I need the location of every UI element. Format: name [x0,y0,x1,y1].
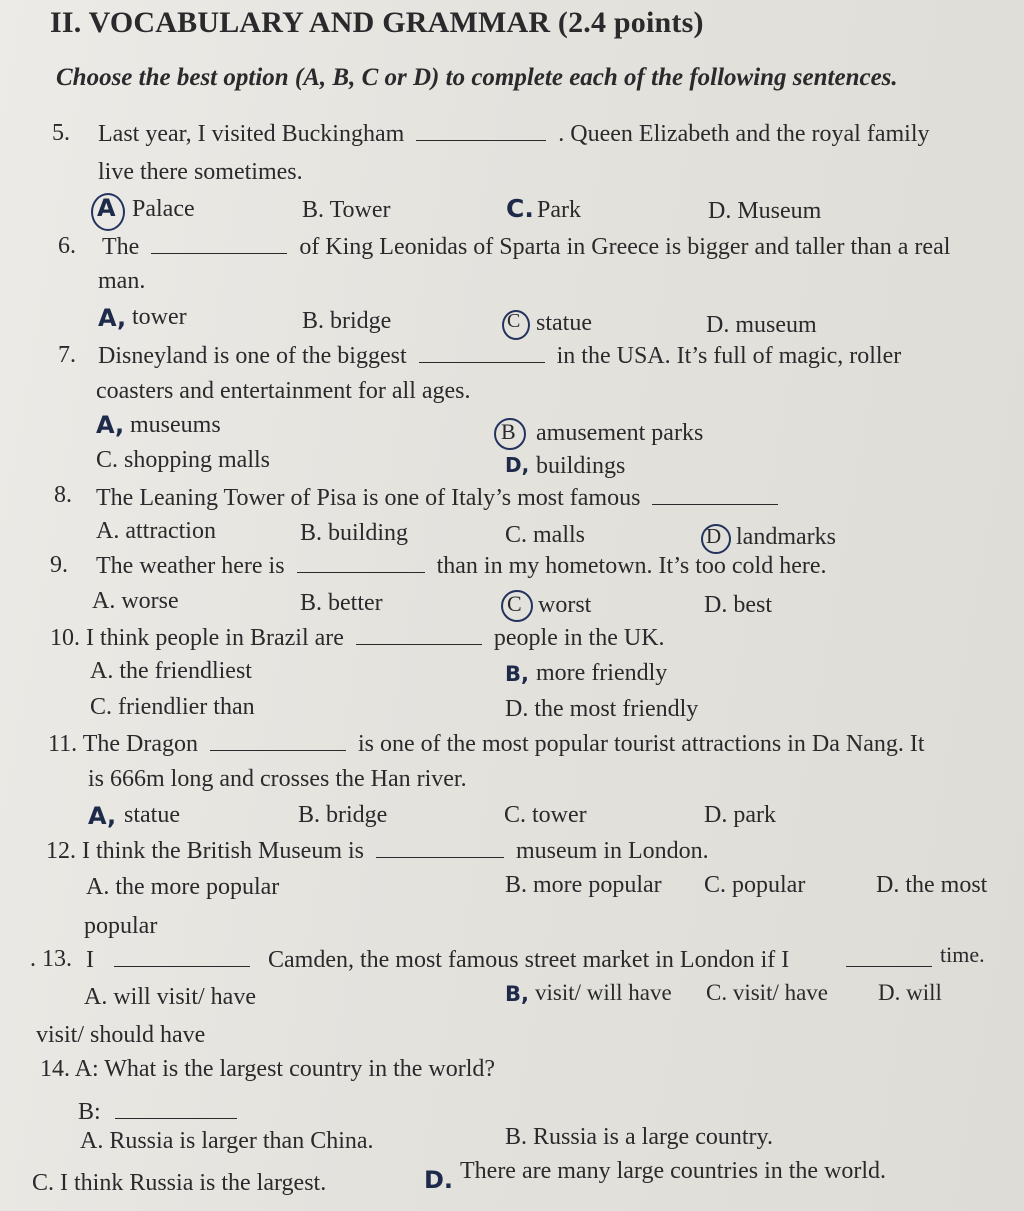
option-b: B. Tower [302,197,391,223]
option-d-continued: popular [84,913,158,939]
question-text: A: What is the largest country in the world? [74,1056,496,1082]
option-c: Park [537,197,581,223]
option-b: B. Russia is a large country. [505,1124,773,1150]
question-5-line2: live there sometimes. [98,159,303,185]
question-number: 14. [40,1056,70,1082]
option-c: C. I think Russia is the largest. [32,1170,327,1196]
answer-blank [356,624,482,645]
question-text: Last year, I visited Buckingham [98,121,405,147]
question-text: than in my hometown. It’s too cold here. [436,553,827,579]
question-text: I think the British Museum is [82,838,364,864]
option-a: A. attraction [96,518,216,544]
handwritten-mark-d: D. [424,1166,454,1194]
option-d-continued: visit/ should have [36,1022,206,1048]
question-14-text [40,1056,495,1083]
option-d: D. museum [706,312,817,338]
option-d: There are many large countries in the world. [460,1158,887,1184]
question-number: 6. [58,233,76,259]
question-text: The Leaning Tower of Pisa is one of Italy’s most famous [96,485,641,511]
answer-blank [210,730,346,751]
instruction: Choose the best option (A, B, C or D) to complete each of the following sentences. [56,64,898,91]
question-text: The weather here is [96,553,285,579]
answer-blank [114,946,250,967]
option-b: more friendly [536,660,668,686]
question-number: 12. [46,838,76,864]
question-number: 11. [48,731,78,757]
option-a: A. worse [92,588,179,614]
answer-blank [846,966,932,967]
answer-blank [416,120,546,141]
option-c: C. friendlier than [90,694,255,720]
option-d: D. the most friendly [505,696,699,722]
question-7-text [98,342,901,370]
question-13-text [86,946,789,974]
question-text: Disneyland is one of the biggest [98,343,407,369]
handwritten-mark-d: D, [505,453,530,477]
option-a: Palace [132,196,195,222]
question-number: 10. [50,625,80,651]
question-text: of King Leonidas of Sparta in Greece is bigger and taller than a real [299,234,951,260]
answer-blank [297,552,425,573]
option-d: D. the most [876,872,988,898]
question-13-end: time. [940,942,985,967]
option-b: B. more popular [505,872,662,898]
speaker-b: B: [78,1099,101,1125]
question-6-line2: man. [98,268,146,294]
handwritten-mark-c: C. [506,194,534,223]
option-d: D. best [704,592,772,618]
option-b: visit/ will have [535,980,672,1005]
question-11-text [48,730,925,758]
option-c: C. popular [704,872,806,898]
question-10-text [50,624,665,652]
option-a: A. Russia is larger than China. [80,1128,374,1154]
answer-blank [652,484,778,505]
question-6-text [102,233,950,261]
question-5 [52,120,70,147]
question-12-text [46,837,709,865]
option-b: B. bridge [298,802,388,828]
option-b: amusement parks [536,420,704,446]
option-a: museums [130,412,221,438]
question-text: I [86,947,94,973]
option-d-letter: D [706,524,722,548]
handwritten-mark-a: A, [88,802,117,830]
option-a: A. will visit/ have [84,984,256,1010]
option-c: C. visit/ have [706,980,829,1005]
handwritten-mark-b: B, [505,982,529,1006]
option-b: B. building [300,520,409,546]
question-number: 7. [58,342,76,368]
option-a: tower [132,304,187,330]
question-9-text [96,552,827,580]
handwritten-mark-b: B, [505,662,529,686]
question-text: The [102,234,140,260]
option-c: worst [538,592,592,618]
option-c: C. shopping malls [96,447,271,473]
answer-blank [115,1098,237,1119]
option-c: C. tower [504,802,587,828]
option-d: D. Museum [708,198,822,224]
question-text: I think people in Brazil are [86,625,344,651]
handwritten-mark-a: A [97,194,116,222]
question-11-line2: is 666m long and crosses the Han river. [88,766,467,792]
question-8-text [96,484,784,512]
option-c-letter: C [507,310,521,332]
question-number: 9. [50,552,68,578]
question-14-line2 [78,1098,237,1126]
question-5-text [98,120,930,148]
question-text: Camden, the most famous street market in London if I [268,947,790,973]
question-text: museum in London. [516,838,709,864]
option-b: B. better [300,590,383,616]
question-text: people in the UK. [493,625,665,651]
option-a: A. the more popular [86,874,280,900]
question-text: is one of the most popular tourist attractions in Da Nang. It [357,731,925,757]
question-text: . Queen Elizabeth and the royal family [558,121,930,147]
answer-blank [151,233,287,254]
question-text: in the USA. It’s full of magic, roller [556,343,902,369]
option-c: statue [536,310,592,336]
question-number: 8. [54,482,72,508]
option-b-letter: B [501,419,516,444]
option-d: landmarks [736,524,836,550]
option-d: D. will [878,980,942,1005]
option-d: D. park [704,802,776,828]
question-number: 5. [52,120,70,146]
handwritten-mark-a: A, [96,411,125,439]
answer-blank [376,837,504,858]
option-a: A. the friendliest [90,658,252,684]
section-title: II. VOCABULARY AND GRAMMAR (2.4 points) [50,6,704,39]
handwritten-mark-a: A, [98,304,127,332]
option-d: buildings [536,453,626,479]
option-b: B. bridge [302,308,392,334]
option-c-letter: C [507,591,522,616]
question-7-line2: coasters and entertainment for all ages. [96,378,471,404]
option-a: statue [124,802,180,828]
option-c: C. malls [505,522,586,548]
question-text: The Dragon [82,731,198,757]
question-number: . 13. [30,946,72,972]
answer-blank [419,342,545,363]
